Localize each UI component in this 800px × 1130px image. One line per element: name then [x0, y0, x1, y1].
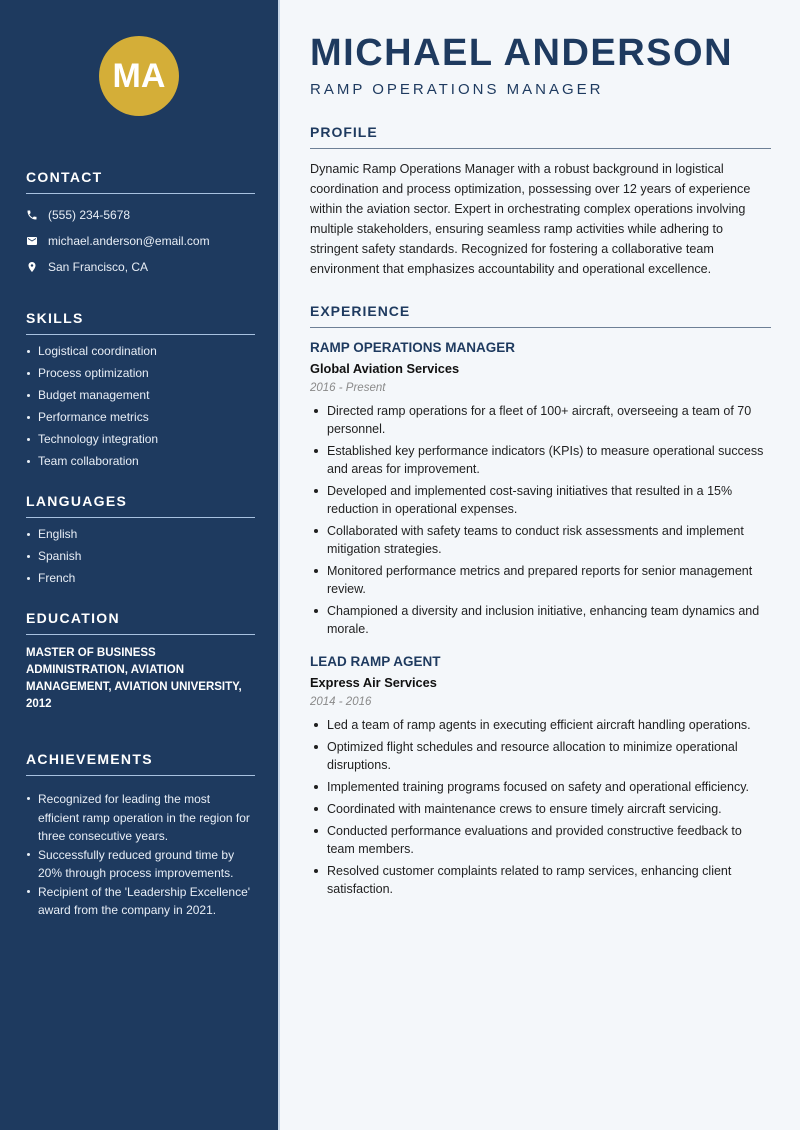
achievement-item: Successfully reduced ground time by 20% through process improvements.: [26, 846, 252, 883]
job-entry: [310, 654, 771, 898]
job-bullet: Collaborated with safety teams to conduct risk assessments and implement mitigation strategies.: [310, 522, 771, 558]
skills-section: [26, 310, 252, 469]
language-item: Spanish: [26, 548, 252, 564]
skill-item: Team collaboration: [26, 453, 252, 469]
skill-item: Performance metrics: [26, 409, 252, 425]
profile-section: [310, 124, 771, 279]
contact-location: [26, 254, 252, 280]
email-value[interactable]: michael.anderson@email.com: [48, 234, 210, 248]
education-section: [26, 610, 252, 713]
experience-heading: EXPERIENCE: [310, 303, 771, 328]
achievements-heading: ACHIEVEMENTS: [26, 751, 255, 776]
job-company: Express Air Services: [310, 675, 437, 690]
job-title: LEAD RAMP AGENT: [310, 654, 441, 669]
job-bullets: [310, 716, 771, 898]
job-bullet: Led a team of ramp agents in executing efficient aircraft handling operations.: [310, 716, 771, 734]
main-content: [310, 0, 771, 902]
education-heading: EDUCATION: [26, 610, 255, 635]
sidebar: [0, 0, 280, 1130]
achievements-list: [26, 790, 252, 920]
contact-section: [26, 169, 252, 280]
job-bullet: Implemented training programs focused on safety and operational efficiency.: [310, 778, 771, 796]
languages-list: [26, 526, 252, 586]
job-bullet: Championed a diversity and inclusion initiative, enhancing team dynamics and morale.: [310, 602, 771, 638]
location-pin-icon: [26, 261, 48, 273]
avatar-initials: MA: [112, 56, 166, 95]
skill-item: Budget management: [26, 387, 252, 403]
job-bullet: Coordinated with maintenance crews to ensure timely aircraft servicing.: [310, 800, 771, 818]
avatar: [99, 36, 179, 116]
languages-heading: LANGUAGES: [26, 493, 255, 518]
job-company: Global Aviation Services: [310, 361, 460, 376]
profile-heading: PROFILE: [310, 124, 771, 149]
contact-heading: CONTACT: [26, 169, 255, 194]
job-dates: 2016 - Present: [310, 382, 386, 394]
job-bullet: Resolved customer complaints related to ramp services, enhancing client satisfaction.: [310, 862, 771, 898]
achievement-item: Recipient of the 'Leadership Excellence' award from the company in 2021.: [26, 883, 252, 920]
skills-heading: SKILLS: [26, 310, 255, 335]
location-value: San Francisco, CA: [48, 260, 149, 274]
skill-item: Technology integration: [26, 431, 252, 447]
skills-list: [26, 343, 252, 469]
job-entry: [310, 340, 771, 638]
job-bullet: Monitored performance metrics and prepared reports for senior management review.: [310, 562, 771, 598]
job-dates: 2014 - 2016: [310, 696, 372, 708]
candidate-title: RAMP OPERATIONS MANAGER: [310, 81, 604, 98]
experience-section: [310, 303, 771, 898]
job-bullet: Optimized flight schedules and resource allocation to minimize operational disruptions.: [310, 738, 771, 774]
job-bullet: Conducted performance evaluations and provided constructive feedback to team members.: [310, 822, 771, 858]
language-item: English: [26, 526, 252, 542]
candidate-name: MICHAEL ANDERSON: [310, 32, 734, 74]
contact-email: [26, 228, 252, 254]
language-item: French: [26, 570, 252, 586]
email-icon: [26, 235, 48, 247]
skill-item: Logistical coordination: [26, 343, 252, 359]
phone-icon: [26, 209, 48, 221]
job-title: RAMP OPERATIONS MANAGER: [310, 340, 516, 355]
phone-value[interactable]: (555) 234-5678: [48, 208, 131, 222]
job-bullet: Established key performance indicators (KPIs) to measure operational success and areas for improvement.: [310, 442, 771, 478]
skill-item: Process optimization: [26, 365, 252, 381]
achievement-item: Recognized for leading the most efficient ramp operation in the region for three consecutive years.: [26, 790, 252, 846]
job-bullet: Developed and implemented cost-saving initiatives that resulted in a 15% reduction in operational expenses.: [310, 482, 771, 518]
contact-phone: [26, 202, 252, 228]
education-degree: MASTER OF BUSINESS ADMINISTRATION, AVIATION MANAGEMENT, AVIATION UNIVERSITY, 2012: [26, 647, 242, 710]
achievements-section: [26, 751, 252, 920]
languages-section: [26, 493, 252, 586]
job-bullets: [310, 402, 771, 638]
profile-summary: Dynamic Ramp Operations Manager with a robust background in logistical coordination and process optimization, possessing over 12 years of experience within the aviation sector. Expert in orchestrating complex operations involving multiple stakeholders, ensuring seamless ramp activities while adhering to stringent safety standards. Recognized for fostering a collaborative team environment that emphasizes accountability and operational excellence.: [310, 162, 751, 276]
job-bullet: Directed ramp operations for a fleet of 100+ aircraft, overseeing a team of 70 personnel.: [310, 402, 771, 438]
